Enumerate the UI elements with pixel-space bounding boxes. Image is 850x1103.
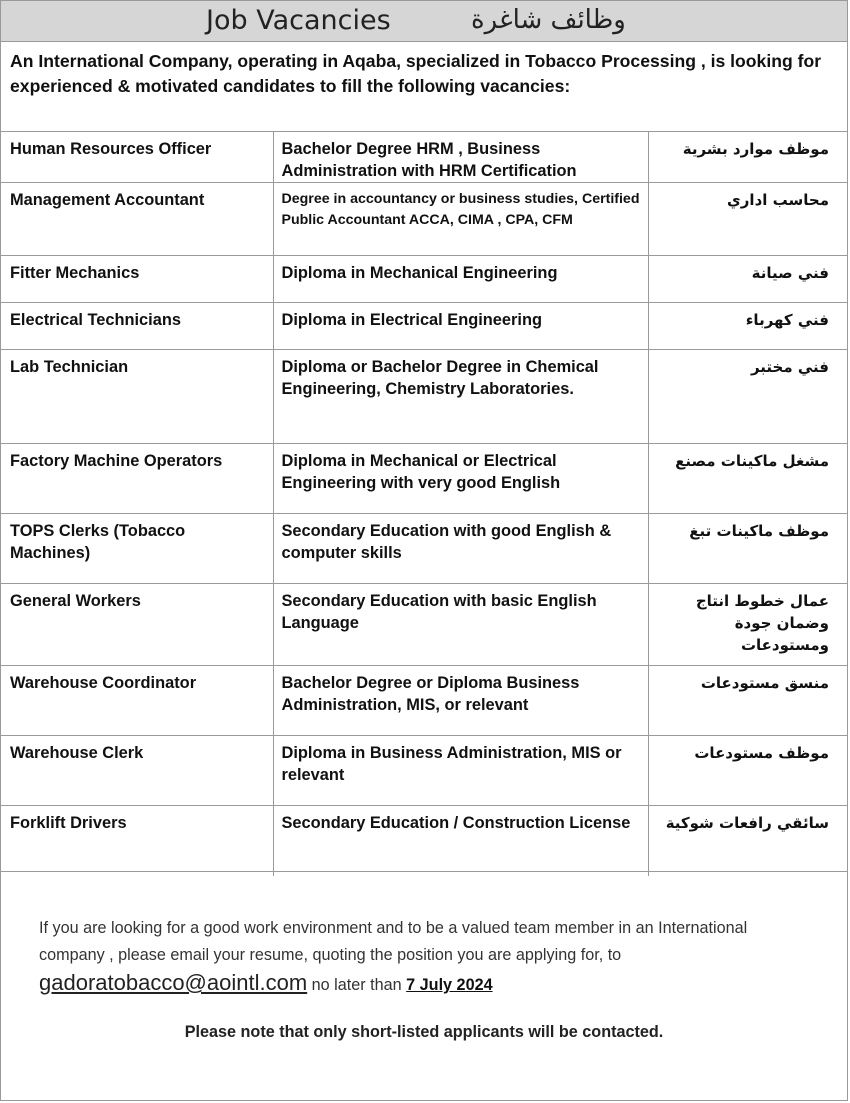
- header-title-arabic: وظائف شاغرة: [471, 5, 626, 35]
- table-row: [1, 132, 847, 183]
- deadline-date: 7 July 2024: [406, 976, 493, 994]
- job-requirements: Diploma or Bachelor Degree in Chemical Engineering, Chemistry Laboratories.: [273, 350, 648, 444]
- job-requirements: Diploma in Mechanical Engineering: [273, 256, 648, 303]
- job-title-arabic: مشغل ماكينات مصنع: [648, 444, 847, 514]
- job-title-arabic: موظف ماكينات تبغ: [648, 514, 847, 584]
- job-requirements: Bachelor Degree HRM , Business Administration with HRM Certification: [273, 132, 648, 183]
- instructions-text: If you are looking for a good work environment and to be a valued team member in an International company , please email your resume, quoting the position you are applying for, to: [39, 919, 748, 964]
- job-requirements: Secondary Education with good English & computer skills: [273, 514, 648, 584]
- table-row: [1, 666, 847, 736]
- job-requirements: Secondary Education with basic English Language: [273, 584, 648, 666]
- header-bar: [1, 1, 847, 42]
- job-title-arabic: منسق مستودعات: [648, 666, 847, 736]
- job-title: Electrical Technicians: [1, 303, 273, 350]
- job-title-arabic: فني كهرباء: [648, 303, 847, 350]
- job-requirements: Secondary Education / Construction License: [273, 806, 648, 876]
- job-title-arabic: موظف مستودعات: [648, 736, 847, 806]
- job-title-arabic: فني صيانة: [648, 256, 847, 303]
- table-row: [1, 736, 847, 806]
- job-title-arabic: موظف موارد بشرية: [648, 132, 847, 183]
- deadline-prefix: no later than: [311, 976, 402, 994]
- job-title: Warehouse Coordinator: [1, 666, 273, 736]
- email-link[interactable]: gadoratobacco@aointl.com: [39, 970, 308, 995]
- job-requirements: Degree in accountancy or business studies, Certified Public Accountant ACCA, CIMA , CPA, CFM: [273, 183, 648, 256]
- job-title: Management Accountant: [1, 183, 273, 256]
- table-row: [1, 806, 847, 876]
- table-row: [1, 256, 847, 303]
- job-title: TOPS Clerks (Tobacco Machines): [1, 514, 273, 584]
- intro-paragraph: An International Company, operating in Aqaba, specialized in Tobacco Processing , is looking for experienced & motivated candidates to fill the following vacancies:: [10, 51, 822, 96]
- job-requirements: Diploma in Electrical Engineering: [273, 303, 648, 350]
- application-instructions: [39, 915, 809, 999]
- job-title: General Workers: [1, 584, 273, 666]
- footer-divider: [1, 871, 847, 872]
- job-title-arabic: فني مختبر: [648, 350, 847, 444]
- table-row: [1, 514, 847, 584]
- table-row: [1, 444, 847, 514]
- job-title-arabic: عمال خطوط انتاج وضمان جودة ومستودعات: [648, 584, 847, 666]
- shortlist-note: Please note that only short-listed applicants will be contacted.: [184, 1023, 664, 1041]
- job-title-arabic: سائقي رافعات شوكية: [648, 806, 847, 876]
- job-title-arabic: محاسب اداري: [648, 183, 847, 256]
- table-row: [1, 303, 847, 350]
- header-title-english: Job Vacancies: [206, 5, 391, 36]
- job-title: Factory Machine Operators: [1, 444, 273, 514]
- job-title: Lab Technician: [1, 350, 273, 444]
- job-requirements: Diploma in Mechanical or Electrical Engineering with very good English: [273, 444, 648, 514]
- vacancies-table: [1, 131, 847, 876]
- job-title: Human Resources Officer: [1, 132, 273, 183]
- table-row: [1, 350, 847, 444]
- table-row: [1, 183, 847, 256]
- job-title: Warehouse Clerk: [1, 736, 273, 806]
- table-row: [1, 584, 847, 666]
- job-title: Forklift Drivers: [1, 806, 273, 876]
- job-title: Fitter Mechanics: [1, 256, 273, 303]
- job-requirements: Bachelor Degree or Diploma Business Administration, MIS, or relevant: [273, 666, 648, 736]
- job-requirements: Diploma in Business Administration, MIS or relevant: [273, 736, 648, 806]
